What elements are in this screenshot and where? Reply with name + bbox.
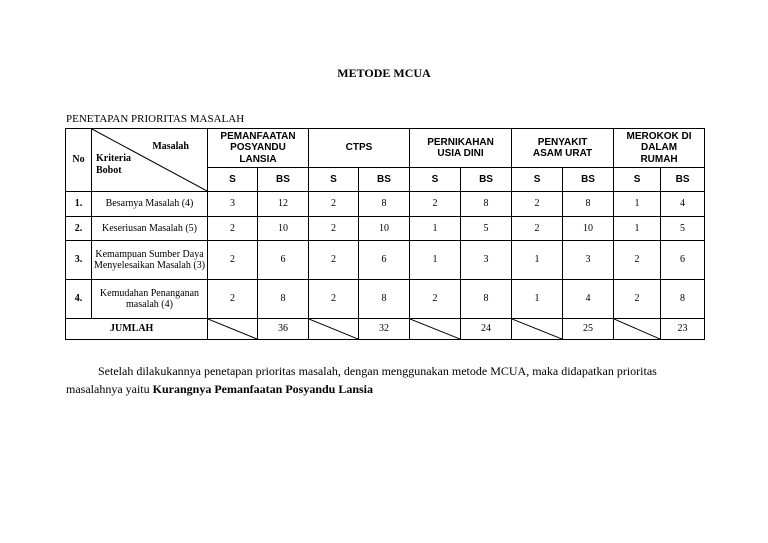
document-title: METODE MCUA (337, 66, 431, 80)
score-cell: 10 (359, 217, 410, 241)
score-cell: 8 (661, 280, 705, 319)
diagonal-line (512, 319, 562, 339)
problem-header (614, 129, 705, 168)
table-row (66, 217, 705, 241)
score-cell: 8 (563, 192, 614, 217)
score-cell: 12 (258, 192, 309, 217)
problem-header-line: RUMAH (640, 153, 678, 165)
mcua-table (65, 128, 705, 340)
diagonal-line (309, 319, 358, 339)
score-cell: 6 (359, 241, 410, 280)
s-header: S (410, 168, 461, 192)
problem-header-line: MEROKOK DI (626, 130, 692, 142)
score-cell: 10 (258, 217, 309, 241)
empty-diagonal-cell (309, 319, 359, 340)
criteria-cell: Kemampuan Sumber Daya Menyelesaikan Masalah (3) (92, 241, 208, 280)
total-cell: 24 (461, 319, 512, 340)
problem-header-line: PERNIKAHAN (427, 136, 494, 148)
empty-diagonal-cell (614, 319, 661, 340)
problem-header-line: PEMANFAATAN (220, 130, 296, 142)
criteria-cell: Keseriusan Masalah (5) (92, 217, 208, 241)
score-cell: 1 (410, 217, 461, 241)
diagonal-line (410, 319, 460, 339)
problem-header (309, 129, 410, 168)
row-number: 3. (66, 241, 92, 280)
score-cell: 3 (461, 241, 512, 280)
total-cell: 36 (258, 319, 309, 340)
score-cell: 10 (563, 217, 614, 241)
criteria-cell: Kemudahan Penanganan masalah (4) (92, 280, 208, 319)
diagonal-line (614, 319, 660, 339)
problem-header-line: POSYANDU (230, 142, 286, 154)
row-number: 1. (66, 192, 92, 217)
table-row (66, 280, 705, 319)
score-cell: 1 (512, 241, 563, 280)
score-cell: 2 (309, 280, 359, 319)
section-label: PENETAPAN PRIORITAS MASALAH (66, 113, 245, 125)
table-row (66, 192, 705, 217)
score-cell: 2 (309, 241, 359, 280)
score-cell: 3 (208, 192, 258, 217)
conclusion-paragraph (66, 362, 706, 398)
bs-header: BS (563, 168, 614, 192)
score-cell: 2 (309, 217, 359, 241)
s-header: S (309, 168, 359, 192)
s-header: S (614, 168, 661, 192)
total-cell: 23 (661, 319, 705, 340)
score-cell: 8 (258, 280, 309, 319)
conclusion-priority: Kurangnya Pemanfaatan Posyandu Lansia (152, 382, 374, 396)
conclusion-text: Setelah dilakukannya penetapan prioritas masalah, dengan menggunakan metode MCUA, maka didapatkan prioritas masalahnya yaitu (66, 364, 657, 396)
problem-header-line: PENYAKIT (537, 136, 588, 148)
total-row (66, 319, 705, 340)
s-header: S (512, 168, 563, 192)
row-number: 4. (66, 280, 92, 319)
table-header-row (66, 129, 705, 168)
total-cell: 32 (359, 319, 410, 340)
corner-label-kriteria-line: Kriteria (96, 153, 131, 164)
score-cell: 8 (461, 280, 512, 319)
score-cell: 2 (614, 241, 661, 280)
corner-label-kriteria (96, 153, 131, 176)
score-cell: 8 (359, 192, 410, 217)
problem-header (410, 129, 512, 168)
empty-diagonal-cell (410, 319, 461, 340)
problem-header-line: ASAM URAT (532, 148, 593, 159)
corner-label-masalah: Masalah (152, 141, 189, 152)
empty-diagonal-cell (512, 319, 563, 340)
problem-header-line: LANSIA (239, 153, 277, 165)
corner-label-bobot-line: Bobot (96, 164, 122, 176)
score-cell: 5 (461, 217, 512, 241)
bs-header: BS (461, 168, 512, 192)
score-cell: 8 (461, 192, 512, 217)
diagonal-line (208, 319, 257, 339)
score-cell: 2 (614, 280, 661, 319)
score-cell: 4 (661, 192, 705, 217)
no-header: No (66, 129, 92, 192)
problem-header-line: DALAM (640, 142, 678, 154)
criteria-cell: Besarnya Masalah (4) (92, 192, 208, 217)
score-cell: 5 (661, 217, 705, 241)
criteria-corner-header (92, 129, 208, 192)
total-label: JUMLAH (66, 319, 208, 340)
problem-header-line: USIA DINI (437, 148, 484, 159)
problem-header-line: CTPS (345, 142, 373, 154)
score-cell: 2 (208, 241, 258, 280)
total-cell: 25 (563, 319, 614, 340)
score-cell: 1 (614, 192, 661, 217)
row-number: 2. (66, 217, 92, 241)
score-cell: 2 (208, 280, 258, 319)
score-cell: 6 (258, 241, 309, 280)
bs-header: BS (661, 168, 705, 192)
score-cell: 1 (614, 217, 661, 241)
score-cell: 2 (309, 192, 359, 217)
bs-header: BS (359, 168, 410, 192)
problem-header (208, 129, 309, 168)
score-cell: 2 (512, 217, 563, 241)
score-cell: 4 (563, 280, 614, 319)
score-cell: 2 (208, 217, 258, 241)
score-cell: 3 (563, 241, 614, 280)
s-header: S (208, 168, 258, 192)
score-cell: 2 (512, 192, 563, 217)
score-cell: 1 (512, 280, 563, 319)
bs-header: BS (258, 168, 309, 192)
score-cell: 2 (410, 192, 461, 217)
score-cell: 6 (661, 241, 705, 280)
table-row (66, 241, 705, 280)
problem-header (512, 129, 614, 168)
score-cell: 1 (410, 241, 461, 280)
score-cell: 8 (359, 280, 410, 319)
empty-diagonal-cell (208, 319, 258, 340)
score-cell: 2 (410, 280, 461, 319)
